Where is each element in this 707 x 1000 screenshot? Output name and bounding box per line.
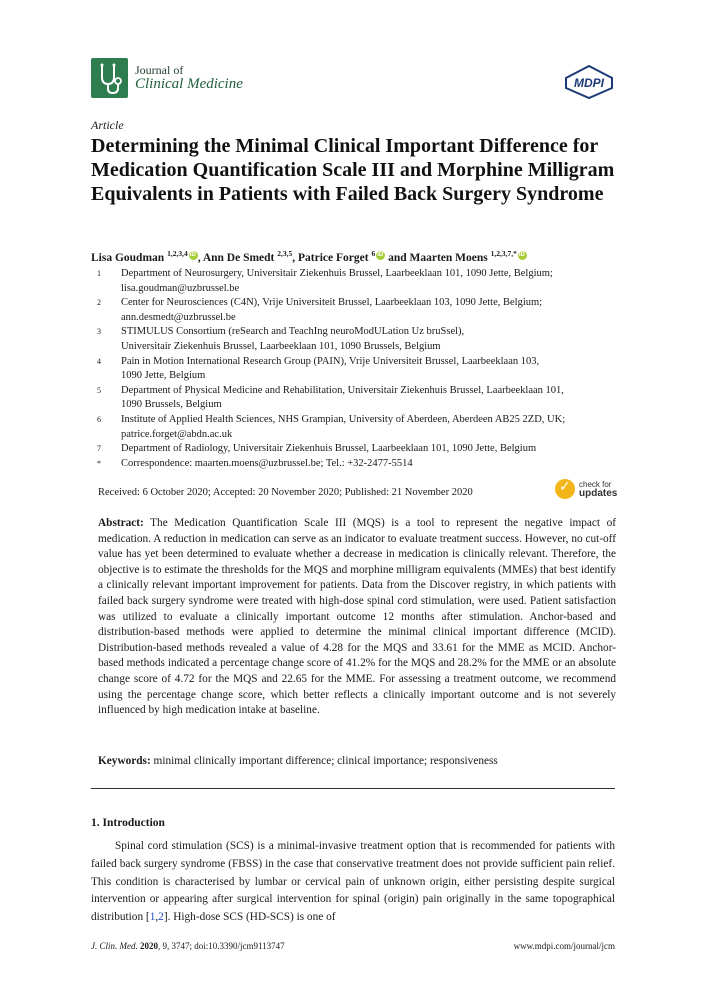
orcid-icon[interactable] [189, 251, 198, 260]
article-title: Determining the Minimal Clinical Important Difference for Medication Quantification Scale III and Morphine Milligram Equivalents in Patients with Failed Back Surgery Syndrome [91, 135, 615, 205]
divider [91, 788, 615, 789]
abstract [98, 516, 616, 719]
body-paragraph: Spinal cord stimulation (SCS) is a minimal-invasive treatment option that is recommended for patients with failed back surgery syndrome (FBSS) in the case that conservative treatment does not provide sufficient pain relief. This condition is characterised by lumbar or cervical pain of unknown origin, either persisting despite surgical intervention or appearing after surgical intervention for spinal (origin) pain originally in the same topographical distribution [1,2]. High-dose SCS (HD-SCS) is one of [91, 840, 615, 924]
author-affil-sup: 1,2,3,7,* [490, 249, 517, 258]
keywords-text: minimal clinically important difference; clinical importance; responsiveness [153, 755, 498, 767]
stethoscope-icon [91, 58, 128, 98]
citation-link[interactable]: 1 [149, 911, 156, 924]
affiliation-item: 7 Department of Radiology, Universitair Ziekenhuis Brussel, Laarbeeklaan 101, 1090 Jette, Belgium [97, 443, 537, 455]
affiliation-item: 5 Department of Physical Medicine and Rehabilitation, Universitair Ziekenhuis Brussel, Laarbeeklaan 101, 1090 Brussels, Belgium [97, 384, 564, 411]
checkmark-icon [555, 479, 575, 499]
email-link[interactable]: ann.desmedt@uzbrussel.be [121, 311, 236, 323]
affiliation-item: 6 Institute of Applied Health Sciences, NHS Grampian, University of Aberdeen, Aberdeen AB25 2ZD, UK; patrice.forget@abdn.ac.uk [97, 413, 566, 440]
author-name[interactable]: Ann De Smedt [202, 251, 275, 264]
abstract-text: The Medication Quantification Scale III (MQS) is a tool to represent the negative impact of medication. A reduction in medication can serve as an indicator to evaluate treatment success. However, no cut-off value has yet been determined to evaluate whether a decrease in medication is clinically relevant. Therefore, the objective is to estimate the thresholds for the MQS and morphine milligram equivalents (MMEs) that best identify a clinically relevant important improvement for patients. Data from the Discover registry, in which patients with failed back surgery syndrome were treated with high-dose spinal cord stimulation, were used. Patient satisfaction was utilized to evaluate a clinically important outcome 12 months after stimulation. Anchor-based and distribution-based methods were applied to determine the minimal clinical important difference (MCID). Distribution-based methods revealed a value of 4.28 for the MQS and 33.61 for the MME as MCID. Anchor-based methods indicated a percentage change score of 41.2% for the MQS and 28.2% for the MME or an absolute change score of 4.72 for the MQS and 22.65 for the MME. For assessing a treatment outcome, we recommend using the percentage change score, which better reflects a clinically important outcome and is not severely influenced by high medication intake at baseline. [98, 517, 616, 717]
footer-url[interactable]: www.mdpi.com/journal/jcm [513, 941, 615, 951]
correspondence: * Correspondence: maarten.moens@uzbrussel.be; Tel.: +32-2477-5514 [97, 457, 413, 469]
email-link[interactable]: patrice.forget@abdn.ac.uk [121, 428, 233, 440]
orcid-icon[interactable] [518, 251, 527, 260]
author-name[interactable]: Patrice Forget [298, 251, 369, 264]
check-for-updates-badge[interactable]: ✓ check for updates [555, 478, 617, 502]
affiliation-item: 2 Center for Neurosciences (C4N), Vrije Universiteit Brussel, Laarbeeklaan 103, 1090 Jette, Belgium; ann.desmedt@uzbrussel.be [97, 297, 543, 323]
author-affil-sup: 2,3,5 [277, 249, 293, 258]
keywords [98, 755, 616, 767]
affiliation-item: 1 Department of Neurosurgery, Universitair Ziekenhuis Brussel, Laarbeeklaan 101, 1090 Jette, Belgium; lisa.goudman@uzbrussel.be [97, 268, 553, 294]
orcid-icon[interactable] [376, 251, 385, 260]
journal-logo [91, 58, 128, 98]
journal-name-line2: Clinical Medicine [135, 76, 243, 92]
footer-citation: J. Clin. Med. 2020, 9, 3747; doi:10.3390/jcm9113747 [91, 941, 285, 951]
mdpi-logo [563, 64, 615, 100]
author-affil-sup: 6 [371, 249, 376, 258]
journal-name-line1: Journal of [135, 63, 184, 77]
article-type: Article [91, 118, 124, 132]
author-name[interactable]: Maarten Moens [409, 251, 488, 264]
svg-text:MDPI: MDPI [574, 76, 604, 90]
email-link[interactable]: lisa.goudman@uzbrussel.be [121, 282, 240, 294]
affiliation-item: 3 STIMULUS Consortium (reSearch and TeachIng neuroModULation Uz bruSsel), Universitair Ziekenhuis Brussel, Laarbeeklaan 101, 1090 Brussels, Belgium [97, 326, 465, 352]
section-heading: 1. Introduction [91, 817, 165, 829]
publication-dates: Received: 6 October 2020; Accepted: 20 November 2020; Published: 21 November 2020 [98, 487, 473, 498]
author-list: Lisa Goudman $^{1,2,3,4}$iD , Ann De Smedt $^{2,3,5}$, Patrice Forget $^6$iD and Maarten Moens $^{1,2,3,7,*}$iD [91, 249, 631, 264]
citation-link[interactable]: 2 [158, 911, 164, 924]
keywords-label: Keywords: [98, 755, 151, 767]
author-name[interactable]: Lisa Goudman [91, 251, 165, 264]
author-affil-sup: 1,2,3,4 [167, 249, 188, 258]
abstract-label: Abstract: [98, 517, 144, 529]
affiliation-list [91, 267, 621, 471]
affiliation-item: 4 Pain in Motion International Research Group (PAIN), Vrije Universiteit Brussel, Laarbeeklaan 103, 1090 Jette, Belgium [97, 355, 540, 382]
